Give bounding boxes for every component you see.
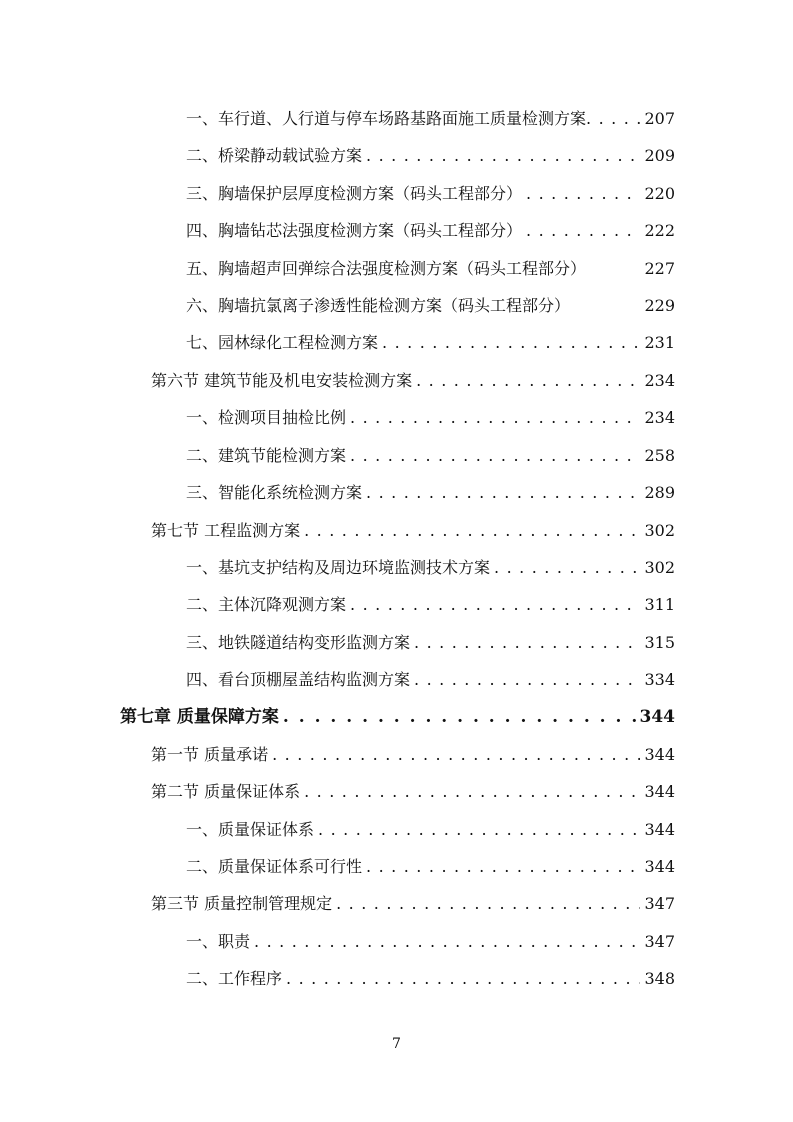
toc-entry-title: 二、建筑节能检测方案: [186, 446, 347, 465]
toc-entry-title: 一、质量保证体系: [186, 820, 315, 839]
toc-entry[interactable]: [151, 781, 675, 803]
toc-entry-title: 四、胸墙钻芯法强度检测方案（码头工程部分）: [186, 221, 523, 240]
toc-entry-title: 二、工作程序: [186, 969, 283, 988]
toc-entry-page: 227: [644, 259, 675, 278]
toc-entry-page: 289: [644, 483, 675, 502]
toc-entry-page: 344: [644, 857, 675, 876]
toc-entry-leader: [286, 968, 640, 990]
toc-chapter-entry[interactable]: [120, 706, 675, 728]
toc-entry-page: 222: [644, 221, 675, 240]
toc-entry-title: 二、质量保证体系可行性: [186, 857, 363, 876]
toc-entry-title: 五、胸墙超声回弹综合法强度检测方案（码头工程部分）: [186, 259, 587, 278]
toc-entry[interactable]: [186, 632, 675, 654]
toc-entry-title: 二、桥梁静动载试验方案: [186, 146, 363, 165]
toc-entry-leader: [350, 445, 640, 467]
toc-entry-page: 234: [644, 408, 675, 427]
toc-entry-leader: [304, 781, 640, 803]
toc-entry-title: 第一节 质量承诺: [151, 745, 269, 764]
toc-entry-title: 一、车行道、人行道与停车场路基路面施工质量检测方案: [186, 109, 587, 128]
toc-entry-leader: [366, 482, 640, 504]
toc-entry-title: 一、检测项目抽检比例: [186, 408, 347, 427]
toc-entry-title: 第六节 建筑节能及机电安装检测方案: [151, 371, 413, 390]
toc-entry-page: 220: [644, 184, 675, 203]
toc-entry-title: 三、地铁隧道结构变形监测方案: [186, 633, 411, 652]
toc-entry-leader: [526, 183, 640, 205]
toc-entry[interactable]: [186, 295, 675, 317]
toc-entry[interactable]: [186, 108, 675, 130]
toc-entry-leader: [494, 557, 640, 579]
page-number: 7: [392, 1036, 401, 1052]
toc-entry-leader: [272, 744, 640, 766]
toc-entry[interactable]: [186, 220, 675, 242]
toc-entry-page: 315: [644, 633, 675, 652]
toc-entry-page: 302: [644, 558, 675, 577]
toc-entry-page: 302: [644, 521, 675, 540]
toc-entry-page: 344: [644, 820, 675, 839]
toc-entry[interactable]: [151, 520, 675, 542]
toc-entry-page: 344: [644, 745, 675, 764]
toc-entry-page: 347: [644, 932, 675, 951]
toc-entry[interactable]: [186, 557, 675, 579]
toc-entry-leader: [254, 931, 640, 953]
toc-entry[interactable]: [186, 332, 675, 354]
toc-entry-title: 第二节 质量保证体系: [151, 782, 301, 801]
toc-entry[interactable]: [186, 594, 675, 616]
toc-entry-leader: [350, 594, 640, 616]
toc-entry-leader: [414, 632, 640, 654]
toc-entry-page: 229: [644, 296, 675, 315]
toc-entry-page: 344: [644, 782, 675, 801]
toc-entry-leader: [366, 856, 640, 878]
toc-entry-page: 348: [644, 969, 675, 988]
toc-entry-title: 第七节 工程监测方案: [151, 521, 301, 540]
toc-entry-title: 七、园林绿化工程检测方案: [186, 333, 379, 352]
toc-entry-title: 一、职责: [186, 932, 251, 951]
toc-entry[interactable]: [186, 819, 675, 841]
toc-entry[interactable]: [186, 183, 675, 205]
toc-entry[interactable]: [186, 669, 675, 691]
toc-entry-leader: [586, 108, 644, 130]
toc-entry[interactable]: [186, 145, 675, 167]
toc-entry[interactable]: [151, 370, 675, 392]
toc-entry[interactable]: [186, 482, 675, 504]
toc-entry-page: 258: [644, 446, 675, 465]
toc-entry-page: 347: [644, 894, 675, 913]
toc-entry-page: 209: [644, 146, 675, 165]
toc-entry[interactable]: [186, 931, 675, 953]
toc-entry-title: 三、胸墙保护层厚度检测方案（码头工程部分）: [186, 184, 523, 203]
toc-entry-leader: [318, 819, 640, 841]
toc-entry-title: 第三节 质量控制管理规定: [151, 894, 333, 913]
toc-entry-leader: [283, 706, 636, 728]
toc-entry-page: 344: [639, 707, 675, 727]
toc-entry-leader: [526, 220, 640, 242]
toc-entry[interactable]: [186, 445, 675, 467]
toc-entry-page: 231: [644, 333, 675, 352]
toc-entry-leader: [366, 145, 640, 167]
toc-entry-title: 二、主体沉降观测方案: [186, 595, 347, 614]
toc-entry-title: 六、胸墙抗氯离子渗透性能检测方案（码头工程部分）: [186, 296, 571, 315]
toc-entry-page: 207: [644, 109, 675, 128]
toc-entry-page: 334: [644, 670, 675, 689]
toc-entry[interactable]: [186, 968, 675, 990]
toc-entry-leader: [350, 407, 640, 429]
toc-entry-title: 一、基坑支护结构及周边环境监测技术方案: [186, 558, 491, 577]
toc-entry[interactable]: [151, 893, 675, 915]
toc-entry-page: 311: [644, 595, 675, 614]
toc-entry-title: 三、智能化系统检测方案: [186, 483, 363, 502]
toc-entry-title: 第七章 质量保障方案: [120, 707, 279, 727]
toc-entry-leader: [382, 332, 640, 354]
toc-entry-page: 234: [644, 371, 675, 390]
toc-entry-leader: [416, 370, 640, 392]
toc-entry[interactable]: [186, 856, 675, 878]
toc-entry[interactable]: [186, 407, 675, 429]
toc-entry-leader: [414, 669, 640, 691]
toc-entry[interactable]: [151, 744, 675, 766]
toc-entry[interactable]: [186, 258, 675, 280]
toc-entry-leader: [336, 893, 640, 915]
toc-entry-leader: [304, 520, 640, 542]
toc-entry-title: 四、看台顶棚屋盖结构监测方案: [186, 670, 411, 689]
